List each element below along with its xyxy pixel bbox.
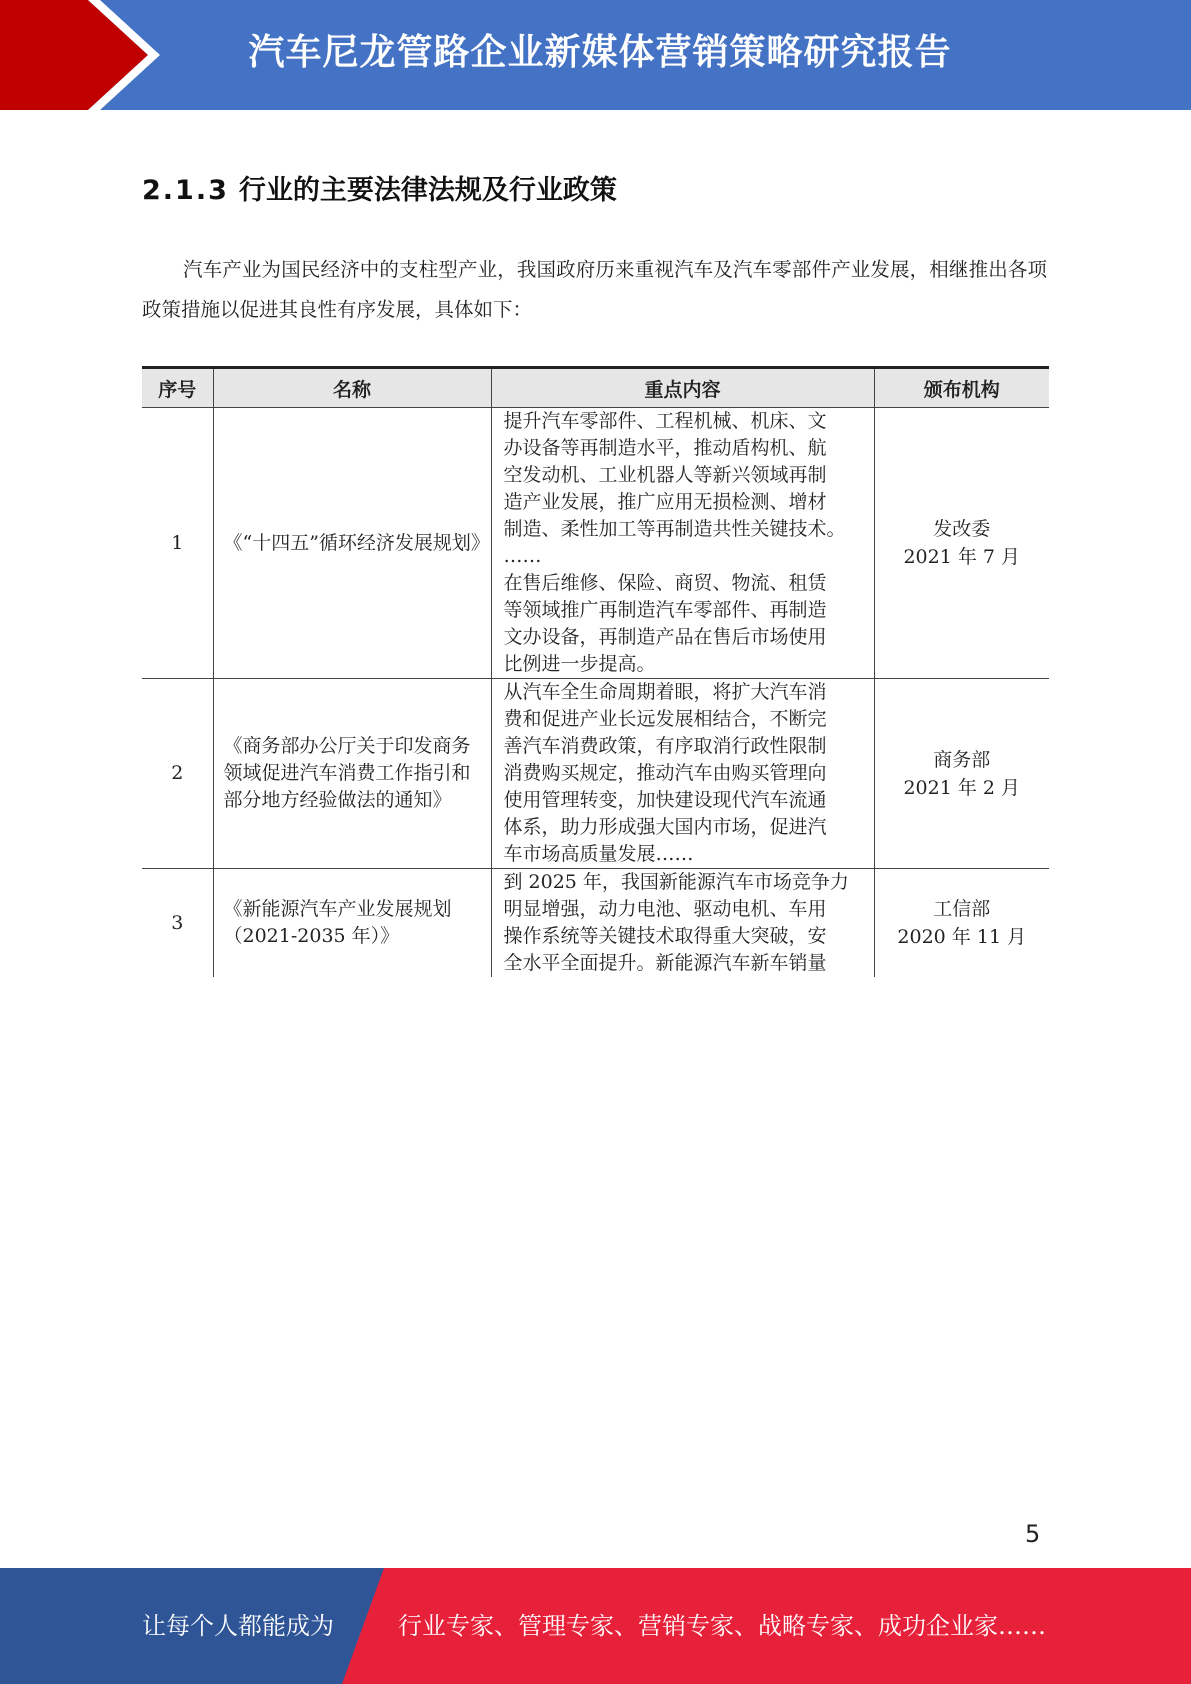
- row-index: 3: [142, 869, 213, 978]
- org-date: 2020 年 11 月: [897, 926, 1027, 948]
- org-name: 商务部: [933, 748, 991, 771]
- page-footer: [0, 1568, 1191, 1684]
- content-line: 车市场高质量发展……: [503, 843, 694, 865]
- row-org: [874, 679, 1049, 869]
- page-header: [0, 0, 1191, 110]
- header-org: 颁布机构: [874, 368, 1049, 408]
- content-line: 制造、柔性加工等再制造共性关键技术。: [503, 518, 846, 540]
- report-title: 汽车尼龙管路企业新媒体营销策略研究报告: [248, 32, 952, 73]
- section-title: 行业的主要法律法规及行业政策: [238, 175, 617, 206]
- row-content: [491, 679, 874, 869]
- footer-slogan-right: 行业专家、管理专家、营销专家、战略专家、成功企业家……: [398, 1612, 1046, 1640]
- row-content: [491, 869, 874, 978]
- org-name: 发改委: [933, 518, 991, 540]
- content-line: 全水平全面提升。新能源汽车新车销量: [503, 952, 827, 974]
- header-name: 名称: [213, 368, 491, 408]
- content-line: 在售后维修、保险、商贸、物流、租赁: [503, 572, 827, 594]
- content-line: 费和促进产业长远发展相结合，不断完: [503, 708, 827, 730]
- content-line: 到 2025 年，我国新能源汽车市场竞争力: [503, 871, 849, 893]
- table-row: [142, 869, 1049, 978]
- row-org: [874, 869, 1049, 978]
- header-red-arrow: [0, 0, 148, 110]
- content-line: 从汽车全生命周期着眼，将扩大汽车消: [503, 681, 827, 703]
- content-line: 办设备等再制造水平，推动盾构机、航: [503, 437, 827, 459]
- intro-paragraph: 汽车产业为国民经济中的支柱型产业，我国政府历来重视汽车及汽车零部件产业发展，相继推出各项政策措施以促进其良性有序发展，具体如下：: [142, 258, 1047, 321]
- row-index: 1: [142, 408, 213, 679]
- content-line: 等领域推广再制造汽车零部件、再制造: [503, 599, 827, 621]
- org-date: 2021 年 2 月: [903, 776, 1021, 799]
- org-name: 工信部: [933, 898, 991, 920]
- row-name: 《商务部办公厅关于印发商务领域促进汽车消费工作指引和部分地方经验做法的通知》: [213, 679, 491, 869]
- row-org: [874, 408, 1049, 679]
- row-name: 《新能源汽车产业发展规划（2021-2035 年）》: [213, 869, 491, 978]
- row-name: 《“十四五”循环经济发展规划》: [213, 408, 491, 679]
- org-date: 2021 年 7 月: [903, 546, 1021, 568]
- content-line: 提升汽车零部件、工程机械、机床、文: [503, 410, 827, 432]
- content-line: 使用管理转变，加快建设现代汽车流通: [503, 789, 827, 811]
- table-header-row: [142, 368, 1049, 408]
- header-content: 重点内容: [491, 368, 874, 408]
- policy-table: [142, 366, 1049, 977]
- section-number: 2.1.3: [142, 175, 229, 206]
- content-line: 操作系统等关键技术取得重大突破，安: [503, 925, 827, 947]
- content-line: 消费购买规定，推动汽车由购买管理向: [503, 762, 827, 784]
- footer-slogan-left: 让每个人都能成为: [142, 1612, 334, 1640]
- content-line: ……: [503, 545, 542, 567]
- content-line: 空发动机、工业机器人等新兴领域再制: [503, 464, 827, 486]
- content-line: 明显增强，动力电池、驱动电机、车用: [503, 898, 827, 920]
- table-row: [142, 679, 1049, 869]
- content-line: 造产业发展，推广应用无损检测、增材: [503, 491, 827, 513]
- row-content: [491, 408, 874, 679]
- content-line: 比例进一步提高。: [503, 653, 656, 675]
- content-line: 善汽车消费政策，有序取消行政性限制: [503, 735, 827, 757]
- content-line: 文办设备，再制造产品在售后市场使用: [503, 626, 827, 648]
- content-line: 体系，助力形成强大国内市场，促进汽: [503, 816, 827, 838]
- header-index: 序号: [142, 368, 213, 408]
- row-index: 2: [142, 679, 213, 869]
- table-row: [142, 408, 1049, 679]
- section-heading: [142, 168, 617, 207]
- page-number: 5: [1025, 1520, 1041, 1548]
